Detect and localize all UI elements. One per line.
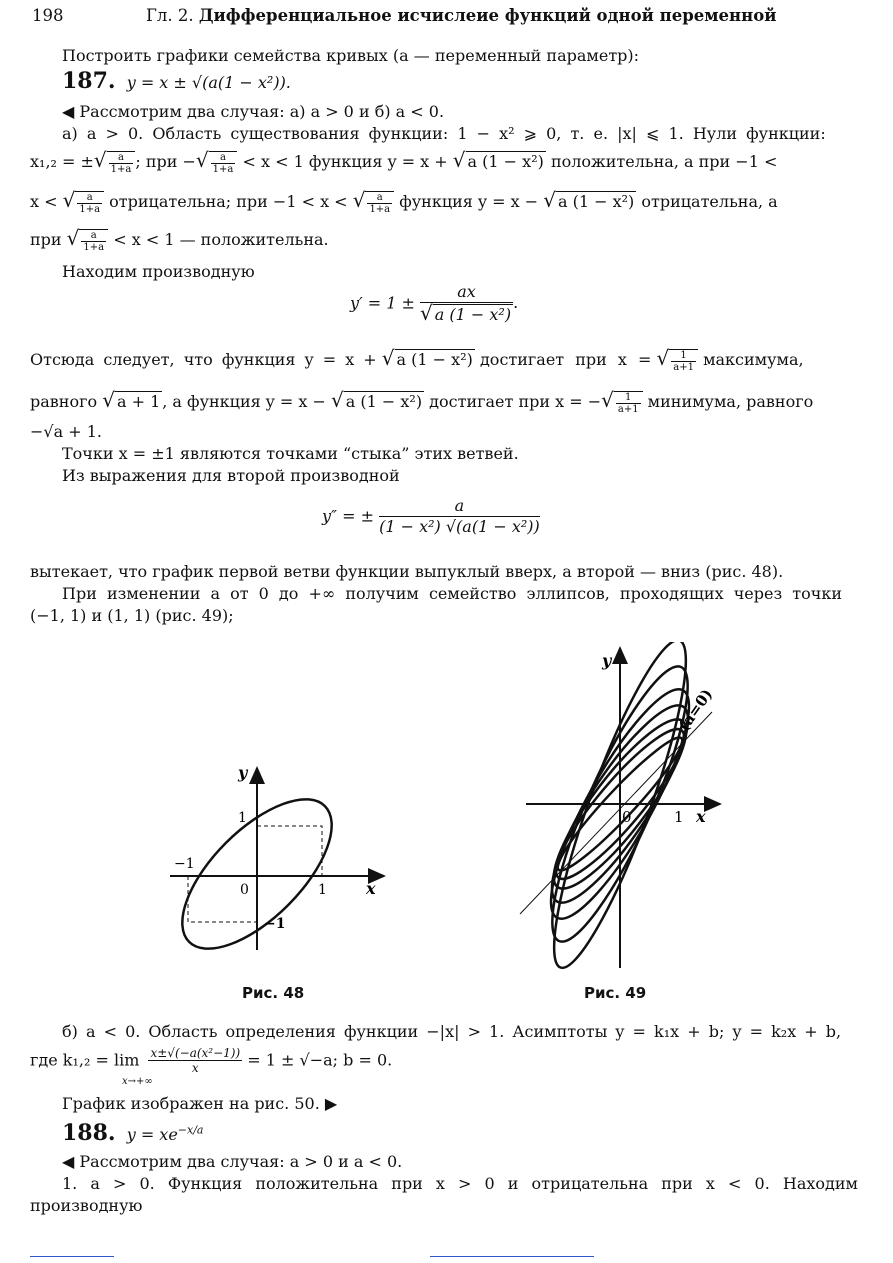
equation-denominator: a (1 − x²) xyxy=(434,305,512,324)
text-span: x < xyxy=(30,192,58,211)
radicand: a (1 − x²) xyxy=(557,192,635,211)
footer-link-line xyxy=(430,1256,594,1257)
text-span: минимума, равного xyxy=(647,392,814,411)
fraction-denominator: 1+a xyxy=(83,241,105,253)
fraction-denominator: 1+a xyxy=(212,163,234,175)
fraction-numerator: a xyxy=(211,152,236,164)
math-line: x₁,₂ = ±√ $\frac{a}{1+a}$ ; при −√ $\frac{a}{1+a}$ < x < 1 функция y = x + √ a (1 − x²) положительна, а при −1 < xyxy=(30,148,778,175)
paragraph: Из выражения для второй производной xyxy=(62,466,400,485)
tick-label-xm1: −1 xyxy=(174,856,195,872)
text-span: функция y = x − xyxy=(399,192,539,211)
running-title-prefix: Гл. 2. xyxy=(146,6,199,25)
radicand: a (1 − x²) xyxy=(345,392,423,411)
text-span: Отсюда следует, что функция y = x + xyxy=(30,350,377,369)
text-span: ; при − xyxy=(135,152,196,171)
fraction xyxy=(669,349,698,373)
paragraph: производную xyxy=(30,1196,143,1215)
paragraph: б) a < 0. Область определения функции −|x| > 1. Асимптоты y = k₁x + b; y = k₂x + b, xyxy=(62,1022,842,1041)
paragraph: −√a + 1. xyxy=(30,422,102,441)
fraction xyxy=(209,151,238,175)
fraction-denominator: a+1 xyxy=(617,403,639,415)
text-span: положительна, а при −1 < xyxy=(550,152,778,171)
paragraph: 1. a > 0. Функция положительна при x > 0 и отрицательна при x < 0. Находим xyxy=(62,1174,858,1193)
equation-numerator: ax xyxy=(420,282,513,303)
tick-label-x1: 1 xyxy=(674,808,684,826)
text-span: при xyxy=(30,230,62,249)
running-title-main: Дифференциальное исчислеие функций одной переменной xyxy=(198,6,777,25)
problem-187-heading xyxy=(62,68,291,94)
fraction-numerator: 1 xyxy=(616,392,641,404)
fraction-numerator: 1 xyxy=(671,350,696,362)
equation-denominator: (1 − x²) √(a(1 − x²)) xyxy=(379,517,540,536)
origin-label: 0 xyxy=(622,808,632,826)
x-axis-label: x xyxy=(366,879,376,898)
fraction xyxy=(75,191,104,215)
figure-48-caption: Рис. 48 xyxy=(242,984,305,1002)
tick-label-ym1: −1 xyxy=(264,916,286,932)
fraction-numerator: a xyxy=(77,192,102,204)
fraction-numerator: x±√(−a(x²−1)) xyxy=(150,1046,241,1060)
fraction-numerator: a xyxy=(109,152,134,164)
text-span: x₁,₂ = ± xyxy=(30,152,94,171)
page-number: 198 xyxy=(32,6,64,25)
text-span: отрицательна, а xyxy=(641,192,778,211)
text-span: где k₁,₂ = lim xyxy=(30,1050,140,1070)
problem-188-heading xyxy=(62,1120,203,1146)
limit-fraction xyxy=(148,1046,242,1075)
text-span: максимума, xyxy=(703,350,804,369)
fraction-denominator: x xyxy=(191,1061,199,1075)
fraction-numerator: a xyxy=(367,192,392,204)
line-label: (a=0) xyxy=(674,685,717,735)
math-line: Отсюда следует, что функция y = x + √ a (1 − x²) достигает при x = √ $\frac{1}{a+1}$ максимума, xyxy=(30,346,804,373)
problem-formula: y = x ± √(a(1 − x²)). xyxy=(126,73,291,92)
paragraph: Точки x = ±1 являются точками “стыка” этих ветвей. xyxy=(62,444,519,463)
radicand: a (1 − x²) xyxy=(396,350,473,369)
math-line xyxy=(30,1046,392,1075)
paragraph: а) a > 0. Область существования функции: 1 − x² ⩾ 0, т. е. |x| ⩽ 1. Нули функции: xyxy=(62,124,826,143)
fraction xyxy=(365,191,394,215)
equation-lhs: y′ = 1 ± xyxy=(350,293,415,313)
radicand: a (1 − x²) xyxy=(467,152,544,171)
radicand: a + 1 xyxy=(116,392,161,411)
equation-numerator: a xyxy=(379,496,540,517)
equation-second-derivative xyxy=(322,496,540,537)
paragraph: Находим производную xyxy=(62,262,255,281)
equation-lhs: y″ = ± xyxy=(322,506,374,526)
math-line: равного √ a + 1 , а функция y = x − √ a (1 − x²) достигает при x = −√ $\frac{1}{a+1}$ минимума, равного xyxy=(30,388,814,415)
figure-49 xyxy=(516,642,732,972)
fraction xyxy=(107,151,136,175)
text-span: < x < 1 функция y = x + xyxy=(242,152,448,171)
fraction-denominator: 1+a xyxy=(110,163,132,175)
equation-derivative: y′ = 1 ± $\frac{ax}{\text{√ a (1 − x²)}}$ . xyxy=(350,282,519,325)
intro-text: Построить графики семейства кривых (a — переменный параметр): xyxy=(62,46,640,65)
figure-49-caption: Рис. 49 xyxy=(584,984,647,1002)
text-span: равного xyxy=(30,392,98,411)
problem-formula: y = xe xyxy=(126,1125,178,1144)
x-axis-label: x xyxy=(696,807,706,826)
footer-link-line xyxy=(30,1256,114,1257)
text-span: достигает при x = − xyxy=(429,392,602,411)
text-span: достигает при x = xyxy=(479,350,652,369)
text-span: = 1 ± √−a; b = 0. xyxy=(247,1050,393,1070)
problem-number: 187. xyxy=(62,68,116,94)
fraction-numerator: a xyxy=(81,230,106,242)
text-span: отрицательна; при −1 < x < xyxy=(109,192,348,211)
fraction-denominator: 1+a xyxy=(369,203,391,215)
running-title xyxy=(146,6,776,25)
fraction xyxy=(79,229,108,253)
problem-formula-exponent: −x/a xyxy=(177,1123,204,1137)
text-span: , а функция y = x − xyxy=(162,392,326,411)
guide-line xyxy=(257,826,322,876)
problem-number: 188. xyxy=(62,1120,116,1146)
fraction-denominator: 1+a xyxy=(79,203,101,215)
tick-label-x1: 1 xyxy=(318,882,327,898)
paragraph: (−1, 1) и (1, 1) (рис. 49); xyxy=(30,606,234,625)
y-axis-label: y xyxy=(238,763,248,782)
tick-label-y1: 1 xyxy=(238,810,247,826)
fraction-denominator: a+1 xyxy=(673,361,694,373)
paragraph: При изменении a от 0 до +∞ получим семейство эллипсов, проходящих через точки xyxy=(62,584,842,603)
fraction xyxy=(614,391,643,415)
paragraph: ◀ Рассмотрим два случая: а) a > 0 и б) a < 0. xyxy=(62,102,445,121)
paragraph: График изображен на рис. 50. ▶ xyxy=(62,1094,338,1113)
math-line: x < √ $\frac{a}{1+a}$ отрицательна; при −1 < x < √ $\frac{a}{1+a}$ функция y = x − √ a (1 − x²) отрицательна, а xyxy=(30,188,778,215)
paragraph: вытекает, что график первой ветви функции выпуклый вверх, а второй — вниз (рис. 48). xyxy=(30,562,784,581)
text-span: < x < 1 — положительна. xyxy=(113,230,329,249)
y-axis-label: y xyxy=(602,651,612,670)
limit-subscript: x→+∞ xyxy=(122,1076,153,1087)
figure-48 xyxy=(160,760,400,960)
math-line: при √ $\frac{a}{1+a}$ < x < 1 — положительна. xyxy=(30,226,329,253)
origin-label: 0 xyxy=(240,882,249,898)
paragraph: ◀ Рассмотрим два случая: a > 0 и a < 0. xyxy=(62,1152,403,1171)
